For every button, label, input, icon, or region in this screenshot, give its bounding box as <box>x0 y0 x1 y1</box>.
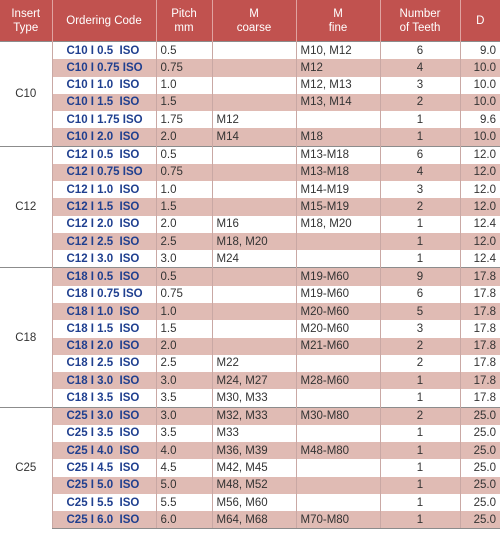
m-coarse-cell: M22 <box>212 355 296 372</box>
m-fine-cell: M30-M80 <box>296 407 380 425</box>
teeth-cell: 4 <box>380 59 460 76</box>
teeth-cell: 2 <box>380 338 460 355</box>
header-d: D <box>460 0 500 42</box>
d-cell: 25.0 <box>460 511 500 529</box>
table-header <box>0 0 500 42</box>
m-fine-cell <box>296 355 380 372</box>
pitch-cell: 1.5 <box>156 320 212 337</box>
m-coarse-cell <box>212 338 296 355</box>
d-cell: 25.0 <box>460 494 500 511</box>
d-cell: 12.0 <box>460 181 500 198</box>
teeth-cell: 1 <box>380 216 460 233</box>
m-coarse-cell: M30, M33 <box>212 389 296 407</box>
m-fine-cell: M15-M19 <box>296 198 380 215</box>
d-cell: 17.8 <box>460 303 500 320</box>
d-cell: 25.0 <box>460 477 500 494</box>
table-row <box>0 338 500 355</box>
m-fine-cell: M12 <box>296 59 380 76</box>
m-fine-cell: M13, M14 <box>296 94 380 111</box>
d-cell: 10.0 <box>460 94 500 111</box>
ordering-code-cell: C10 I 1.5 ISO <box>52 94 156 111</box>
d-cell: 17.8 <box>460 320 500 337</box>
d-cell: 17.8 <box>460 389 500 407</box>
teeth-cell: 1 <box>380 128 460 146</box>
m-fine-cell: M12, M13 <box>296 77 380 94</box>
teeth-cell: 3 <box>380 77 460 94</box>
ordering-code-cell: C18 I 0.5 ISO <box>52 268 156 286</box>
m-fine-cell: M18 <box>296 128 380 146</box>
table-row <box>0 198 500 215</box>
m-fine-cell: M13-M18 <box>296 164 380 181</box>
ordering-code-cell: C12 I 1.0 ISO <box>52 181 156 198</box>
table-row <box>0 459 500 476</box>
table-row <box>0 216 500 233</box>
d-cell: 9.0 <box>460 42 500 60</box>
pitch-cell: 0.5 <box>156 42 212 60</box>
teeth-cell: 1 <box>380 511 460 529</box>
d-cell: 17.8 <box>460 268 500 286</box>
m-coarse-cell: M14 <box>212 128 296 146</box>
teeth-cell: 6 <box>380 286 460 303</box>
insert-type-cell: C12 <box>0 146 52 268</box>
pitch-cell: 0.75 <box>156 59 212 76</box>
ordering-code-cell: C18 I 2.5 ISO <box>52 355 156 372</box>
teeth-cell: 1 <box>380 442 460 459</box>
d-cell: 17.8 <box>460 338 500 355</box>
m-fine-cell: M21-M60 <box>296 338 380 355</box>
teeth-cell: 1 <box>380 494 460 511</box>
ordering-code-cell: C18 I 1.5 ISO <box>52 320 156 337</box>
pitch-cell: 5.5 <box>156 494 212 511</box>
m-fine-cell: M28-M60 <box>296 372 380 389</box>
table-row <box>0 94 500 111</box>
m-coarse-cell: M12 <box>212 111 296 128</box>
header-ordering-code: Ordering Code <box>52 0 156 42</box>
header-number-of-teeth: Number of Teeth <box>380 0 460 42</box>
table-row <box>0 250 500 268</box>
insert-type-cell: C10 <box>0 42 52 147</box>
ordering-code-cell: C25 I 5.0 ISO <box>52 477 156 494</box>
header-insert-type: Insert Type <box>0 0 52 42</box>
table-row <box>0 425 500 442</box>
pitch-cell: 0.5 <box>156 268 212 286</box>
m-fine-cell: M10, M12 <box>296 42 380 60</box>
table-row <box>0 320 500 337</box>
header-pitch: Pitch mm <box>156 0 212 42</box>
ordering-code-cell: C12 I 2.0 ISO <box>52 216 156 233</box>
table-body <box>0 42 500 529</box>
m-coarse-cell <box>212 59 296 76</box>
pitch-cell: 4.5 <box>156 459 212 476</box>
m-fine-cell <box>296 250 380 268</box>
m-coarse-cell: M64, M68 <box>212 511 296 529</box>
m-fine-cell: M13-M18 <box>296 146 380 164</box>
ordering-code-cell: C10 I 0.75 ISO <box>52 59 156 76</box>
teeth-cell: 6 <box>380 146 460 164</box>
d-cell: 17.8 <box>460 286 500 303</box>
teeth-cell: 3 <box>380 181 460 198</box>
pitch-cell: 0.75 <box>156 286 212 303</box>
ordering-code-cell: C10 I 1.75 ISO <box>52 111 156 128</box>
m-fine-cell: M20-M60 <box>296 303 380 320</box>
ordering-code-cell: C10 I 0.5 ISO <box>52 42 156 60</box>
ordering-code-cell: C10 I 1.0 ISO <box>52 77 156 94</box>
m-coarse-cell: M18, M20 <box>212 233 296 250</box>
table-row <box>0 111 500 128</box>
m-coarse-cell <box>212 181 296 198</box>
table-row <box>0 442 500 459</box>
pitch-cell: 1.0 <box>156 303 212 320</box>
m-coarse-cell <box>212 198 296 215</box>
pitch-cell: 5.0 <box>156 477 212 494</box>
pitch-cell: 2.5 <box>156 355 212 372</box>
pitch-cell: 0.75 <box>156 164 212 181</box>
d-cell: 25.0 <box>460 442 500 459</box>
teeth-cell: 1 <box>380 250 460 268</box>
m-coarse-cell <box>212 42 296 60</box>
ordering-code-cell: C12 I 2.5 ISO <box>52 233 156 250</box>
ordering-code-cell: C18 I 0.75 ISO <box>52 286 156 303</box>
d-cell: 25.0 <box>460 425 500 442</box>
table-row <box>0 146 500 164</box>
pitch-cell: 1.0 <box>156 181 212 198</box>
d-cell: 10.0 <box>460 59 500 76</box>
pitch-cell: 1.5 <box>156 198 212 215</box>
ordering-code-cell: C12 I 0.75 ISO <box>52 164 156 181</box>
pitch-cell: 4.0 <box>156 442 212 459</box>
teeth-cell: 1 <box>380 111 460 128</box>
teeth-cell: 6 <box>380 42 460 60</box>
m-coarse-cell: M42, M45 <box>212 459 296 476</box>
d-cell: 10.0 <box>460 128 500 146</box>
d-cell: 12.0 <box>460 146 500 164</box>
m-coarse-cell: M36, M39 <box>212 442 296 459</box>
ordering-code-cell: C25 I 5.5 ISO <box>52 494 156 511</box>
table-row <box>0 59 500 76</box>
teeth-cell: 2 <box>380 198 460 215</box>
header-row <box>0 0 500 42</box>
teeth-cell: 2 <box>380 407 460 425</box>
teeth-cell: 1 <box>380 477 460 494</box>
d-cell: 10.0 <box>460 77 500 94</box>
table-row <box>0 77 500 94</box>
d-cell: 12.0 <box>460 164 500 181</box>
table-row <box>0 42 500 60</box>
m-fine-cell <box>296 233 380 250</box>
m-coarse-cell: M24 <box>212 250 296 268</box>
m-fine-cell: M19-M60 <box>296 268 380 286</box>
d-cell: 12.4 <box>460 216 500 233</box>
d-cell: 25.0 <box>460 459 500 476</box>
d-cell: 9.6 <box>460 111 500 128</box>
ordering-code-cell: C18 I 2.0 ISO <box>52 338 156 355</box>
m-coarse-cell <box>212 320 296 337</box>
ordering-code-cell: C25 I 4.0 ISO <box>52 442 156 459</box>
m-coarse-cell <box>212 303 296 320</box>
pitch-cell: 2.5 <box>156 233 212 250</box>
ordering-code-cell: C25 I 6.0 ISO <box>52 511 156 529</box>
m-fine-cell <box>296 389 380 407</box>
pitch-cell: 3.0 <box>156 407 212 425</box>
table-row <box>0 511 500 529</box>
header-m-coarse: M coarse <box>212 0 296 42</box>
pitch-cell: 2.0 <box>156 338 212 355</box>
insert-type-cell: C25 <box>0 407 52 529</box>
m-coarse-cell <box>212 94 296 111</box>
teeth-cell: 3 <box>380 320 460 337</box>
pitch-cell: 2.0 <box>156 128 212 146</box>
pitch-cell: 1.5 <box>156 94 212 111</box>
m-coarse-cell: M48, M52 <box>212 477 296 494</box>
table-row <box>0 164 500 181</box>
m-coarse-cell <box>212 146 296 164</box>
table-row <box>0 233 500 250</box>
ordering-code-cell: C12 I 0.5 ISO <box>52 146 156 164</box>
m-coarse-cell: M56, M60 <box>212 494 296 511</box>
ordering-code-cell: C12 I 1.5 ISO <box>52 198 156 215</box>
m-fine-cell <box>296 111 380 128</box>
m-fine-cell <box>296 477 380 494</box>
ordering-code-cell: C25 I 3.0 ISO <box>52 407 156 425</box>
d-cell: 12.0 <box>460 198 500 215</box>
d-cell: 17.8 <box>460 355 500 372</box>
m-coarse-cell: M32, M33 <box>212 407 296 425</box>
m-fine-cell: M48-M80 <box>296 442 380 459</box>
m-fine-cell <box>296 425 380 442</box>
m-coarse-cell <box>212 268 296 286</box>
d-cell: 25.0 <box>460 407 500 425</box>
pitch-cell: 3.0 <box>156 372 212 389</box>
m-fine-cell <box>296 459 380 476</box>
m-fine-cell: M20-M60 <box>296 320 380 337</box>
teeth-cell: 1 <box>380 459 460 476</box>
table-row <box>0 181 500 198</box>
ordering-code-cell: C25 I 3.5 ISO <box>52 425 156 442</box>
teeth-cell: 1 <box>380 425 460 442</box>
m-fine-cell: M18, M20 <box>296 216 380 233</box>
pitch-cell: 3.5 <box>156 425 212 442</box>
m-fine-cell: M14-M19 <box>296 181 380 198</box>
header-m-fine: M fine <box>296 0 380 42</box>
ordering-code-cell: C18 I 3.5 ISO <box>52 389 156 407</box>
pitch-cell: 1.75 <box>156 111 212 128</box>
pitch-cell: 2.0 <box>156 216 212 233</box>
pitch-cell: 6.0 <box>156 511 212 529</box>
ordering-code-cell: C25 I 4.5 ISO <box>52 459 156 476</box>
m-coarse-cell: M33 <box>212 425 296 442</box>
ordering-code-cell: C18 I 3.0 ISO <box>52 372 156 389</box>
teeth-cell: 1 <box>380 372 460 389</box>
teeth-cell: 2 <box>380 94 460 111</box>
insert-type-cell: C18 <box>0 268 52 407</box>
table-row <box>0 355 500 372</box>
table-row <box>0 389 500 407</box>
table-row <box>0 407 500 425</box>
ordering-code-cell: C12 I 3.0 ISO <box>52 250 156 268</box>
m-fine-cell <box>296 494 380 511</box>
table-row <box>0 372 500 389</box>
m-coarse-cell <box>212 286 296 303</box>
teeth-cell: 5 <box>380 303 460 320</box>
d-cell: 12.0 <box>460 233 500 250</box>
table-row <box>0 268 500 286</box>
table-row <box>0 477 500 494</box>
table-row <box>0 286 500 303</box>
m-fine-cell: M19-M60 <box>296 286 380 303</box>
teeth-cell: 1 <box>380 389 460 407</box>
pitch-cell: 0.5 <box>156 146 212 164</box>
pitch-cell: 3.0 <box>156 250 212 268</box>
m-coarse-cell <box>212 164 296 181</box>
pitch-cell: 3.5 <box>156 389 212 407</box>
m-coarse-cell <box>212 77 296 94</box>
table-row <box>0 303 500 320</box>
table-row <box>0 128 500 146</box>
ordering-code-cell: C18 I 1.0 ISO <box>52 303 156 320</box>
teeth-cell: 1 <box>380 233 460 250</box>
teeth-cell: 9 <box>380 268 460 286</box>
teeth-cell: 2 <box>380 355 460 372</box>
pitch-cell: 1.0 <box>156 77 212 94</box>
m-coarse-cell: M16 <box>212 216 296 233</box>
table-row <box>0 494 500 511</box>
m-coarse-cell: M24, M27 <box>212 372 296 389</box>
m-fine-cell: M70-M80 <box>296 511 380 529</box>
teeth-cell: 4 <box>380 164 460 181</box>
d-cell: 17.8 <box>460 372 500 389</box>
d-cell: 12.4 <box>460 250 500 268</box>
ordering-code-cell: C10 I 2.0 ISO <box>52 128 156 146</box>
